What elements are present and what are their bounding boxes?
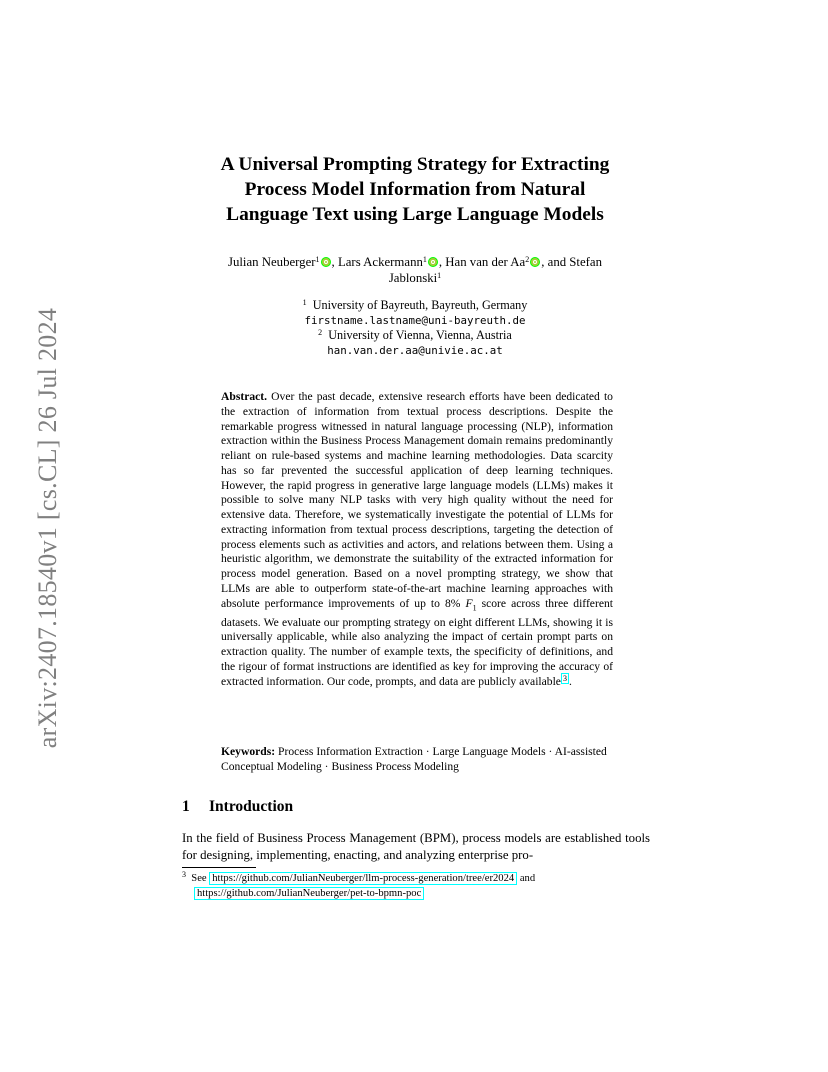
author-name: Han van der Aa: [445, 255, 526, 269]
keywords-label: Keywords:: [221, 745, 276, 758]
affil-name: University of Vienna, Vienna, Austria: [328, 328, 512, 342]
affiliation-2-email[interactable]: han.van.der.aa@univie.ac.at: [327, 344, 503, 357]
affiliations: [220, 298, 610, 358]
intro-paragraph: In the field of Business Process Management (BPM), process models are established tools for designing, implementing, enacting, and analyzing enterprise pro-: [182, 831, 650, 862]
orcid-icon[interactable]: [428, 257, 438, 267]
abstract: [221, 390, 613, 689]
author-conjunction: , and Stefan: [541, 255, 603, 269]
keywords: [221, 744, 613, 774]
author-list: [190, 254, 640, 286]
author-line-2: [190, 270, 640, 286]
abstract-label: Abstract.: [221, 390, 268, 403]
affil-number: 2: [318, 328, 323, 337]
author-name: Jablonski: [388, 271, 438, 285]
keywords-text: Process Information Extraction · Large Language Models · AI-assisted Conceptual Modeling · Business Process Modeling: [221, 745, 607, 773]
section-heading: [182, 798, 293, 816]
abstract-end: .: [568, 674, 572, 688]
arxiv-identifier: arXiv:2407.18540v1 [cs.CL] 26 Jul 2024: [33, 307, 62, 749]
footnote-number: 3: [182, 870, 186, 879]
affil-number: 1: [302, 298, 307, 307]
affil-mark: 1: [422, 255, 427, 264]
paper-title: [170, 152, 660, 227]
author-name: Julian Neuberger: [227, 255, 316, 269]
affiliation-1-email[interactable]: firstname.lastname@uni-bayreuth.de: [304, 314, 526, 327]
abstract-text: Over the past decade, extensive research efforts have been dedicated to the extraction of information from textual process descriptions. Despite the remarkable progress witnessed in natural language processing (NLP), information extraction within the Business Process Management domain remains predominantly reliant on rule-based systems and machine learning methodologies. Data scarcity has so far prevented the successful application of deep learning techniques. However, the rapid progress in generative large language models (LLMs) makes it possible to solve many NLP tasks with very high quality without the need for extensive data. Therefore, we systematically investigate the potential of LLMs for extracting information from textual process descriptions, targeting the detection of process elements such as activities and actors, and relations between them. Using a heuristic algorithm, we demonstrate the suitability of the extracted information for process model generation. Based on a novel prompting strategy, we show that LLMs are able to outperform state-of-the-art machine learning approaches with absolute performance improvements of up to 8%: [221, 390, 613, 610]
footnote-link-2[interactable]: https://github.com/JulianNeuberger/pet-to-bpmn-poc: [194, 887, 424, 900]
title-line-3: Language Text using Large Language Models: [226, 204, 604, 225]
footnote-and: and: [519, 873, 536, 884]
footnote-link-1[interactable]: https://github.com/JulianNeuberger/llm-process-generation/tree/er2024: [209, 872, 517, 885]
orcid-icon[interactable]: [530, 257, 540, 267]
title-line-2: Process Model Information from Natural: [244, 179, 586, 200]
footnote-rule: [182, 867, 256, 868]
footnote-ref-link[interactable]: 3: [562, 673, 567, 683]
orcid-icon[interactable]: [321, 257, 331, 267]
affil-name: University of Bayreuth, Bayreuth, Germany: [312, 298, 528, 312]
affil-mark: 2: [525, 255, 530, 264]
section-number: 1: [182, 798, 190, 815]
f1-subscript: 1: [472, 602, 477, 612]
footnote-see: See: [191, 873, 207, 884]
section-title: Introduction: [209, 798, 294, 815]
affil-mark: 1: [315, 255, 320, 264]
footnote: [182, 871, 652, 901]
affiliation-1: [220, 298, 610, 313]
affil-mark: 1: [437, 271, 442, 280]
affiliation-2: [220, 328, 610, 343]
abstract-text-2: score across three different datasets. We evaluate our prompting strategy on eight different LLMs, showing it is universally applicable, while also analyzing the impact of certain prompt parts on extraction quality. The number of example texts, the specificity of definitions, and the rigour of format instructions are identified as key for improving the accuracy of extracted information. Our code, prompts, and data are publicly available: [221, 596, 613, 688]
f1-symbol: F: [465, 596, 473, 610]
title-line-1: A Universal Prompting Strategy for Extracting: [220, 154, 610, 175]
author-line-1: Julian Neuberger$^1$ , Lars Ackermann$^1$ , Han van der Aa$^2$ , and Stefan: [227, 255, 603, 269]
author-name: Lars Ackermann: [337, 255, 423, 269]
